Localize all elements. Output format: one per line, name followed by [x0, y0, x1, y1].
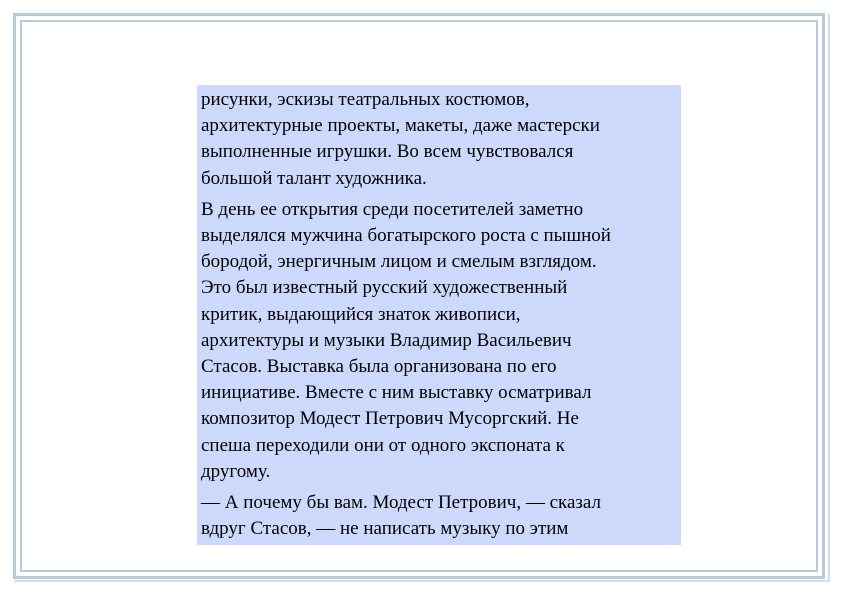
frame-shadow-bottom	[14, 580, 830, 582]
paragraph-1	[201, 87, 677, 192]
text-line: выделялся мужчина богатырского роста с пышной	[201, 225, 611, 247]
text-line: Стасов. Выставка была организована по его	[201, 356, 557, 378]
text-line: вдруг Стасов, — не написать музыку по этим	[201, 518, 569, 540]
text-line: другому.	[201, 460, 271, 482]
text-line: критик, выдающийся знаток живописи,	[201, 303, 521, 325]
text-line: инициативе. Вместе с ним выставку осматривал	[201, 382, 592, 404]
text-line: рисунки, эскизы театральных костюмов,	[201, 89, 530, 110]
text-box	[197, 85, 681, 545]
paragraph-2	[201, 197, 677, 485]
text-line: выполненные игрушки. Во всем чувствовался	[201, 141, 574, 163]
text-line: — А почему бы вам. Модест Петрович, — сказал	[201, 492, 601, 514]
frame-shadow-right	[828, 14, 830, 582]
text-line: Это был известный русский художественный	[201, 277, 568, 299]
text-line: большой талант художника.	[201, 167, 427, 189]
text-line: архитектурные проекты, макеты, даже мастерски	[201, 115, 600, 137]
text-line: спеша переходили они от одного экспоната к	[201, 434, 565, 456]
text-line: бородой, энергичным лицом и смелым взглядом.	[201, 251, 597, 273]
text-line: В день ее открытия среди посетителей заметно	[201, 198, 584, 220]
text-line: архитектуры и музыки Владимир Васильевич	[201, 329, 572, 351]
text-line: композитор Модест Петрович Мусоргский. Не	[201, 408, 579, 430]
paragraph-3	[201, 490, 677, 542]
